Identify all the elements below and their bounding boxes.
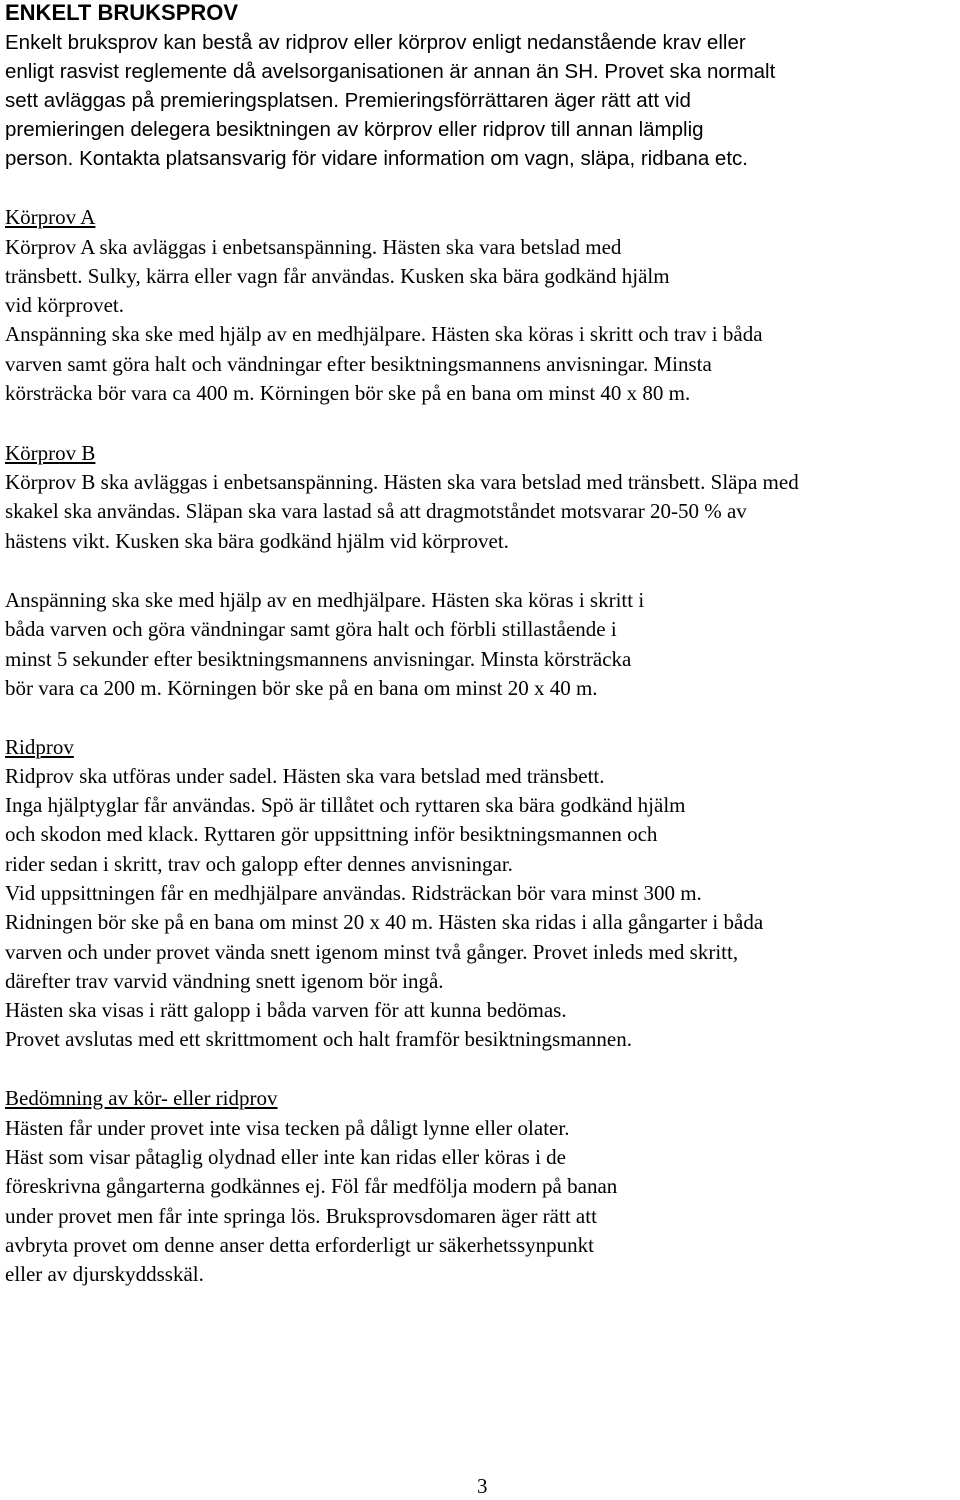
ridprov-line: varven och under provet vända snett igenom minst två gånger. Provet inleds med skritt,: [5, 940, 739, 964]
intro-line: premieringen delegera besiktningen av körprov eller ridprov till annan lämplig: [5, 118, 704, 141]
ridprov-line: Provet avslutas med ett skrittmoment och halt framför besiktningsmannen.: [5, 1027, 632, 1051]
section-heading-korprov-b: Körprov B: [5, 441, 96, 465]
bedomning-line: avbryta provet om denne anser detta erforderligt ur säkerhetssynpunkt: [5, 1233, 594, 1257]
ridprov-line: och skodon med klack. Ryttaren gör uppsittning inför besiktningsmannen och: [5, 822, 658, 846]
document-title: ENKELT BRUKSPROV: [5, 0, 239, 25]
intro-line: person. Kontakta platsansvarig för vidare information om vagn, släpa, ridbana etc.: [5, 147, 748, 170]
page-number: 3: [477, 1474, 488, 1498]
korprov-a-line: tränsbett. Sulky, kärra eller vagn får användas. Kusken ska bära godkänd hjälm: [5, 264, 670, 288]
ridprov-line: Vid uppsittningen får en medhjälpare användas. Ridsträckan bör vara minst 300 m.: [5, 881, 702, 905]
korprov-a-line: varven samt göra halt och vändningar efter besiktningsmannens anvisningar. Minsta: [5, 352, 712, 376]
ridprov-line: Ridningen bör ske på en bana om minst 20 x 40 m. Hästen ska ridas i alla gångarter i båda: [5, 910, 764, 934]
bedomning-line: Häst som visar påtaglig olydnad eller inte kan ridas eller köras i de: [5, 1145, 567, 1169]
bedomning-line: under provet men får inte springa lös. Bruksprovsdomaren äger rätt att: [5, 1204, 597, 1228]
korprov-b-line: Anspänning ska ske med hjälp av en medhjälpare. Hästen ska köras i skritt i: [5, 588, 645, 612]
intro-line: sett avläggas på premieringsplatsen. Premieringsförrättaren äger rätt att vid: [5, 89, 691, 112]
intro-line: Enkelt bruksprov kan bestå av ridprov eller körprov enligt nedanstående krav eller: [5, 31, 746, 54]
korprov-a-line: Anspänning ska ske med hjälp av en medhjälpare. Hästen ska köras i skritt och trav i båda: [5, 322, 763, 346]
bedomning-line: föreskrivna gångarterna godkännes ej. Föl får medfölja modern på banan: [5, 1174, 618, 1198]
ridprov-line: Ridprov ska utföras under sadel. Hästen ska vara betslad med tränsbett.: [5, 764, 605, 788]
section-heading-bedomning: Bedömning av kör- eller ridprov: [5, 1086, 278, 1110]
korprov-a-line: körsträcka bör vara ca 400 m. Körningen bör ske på en bana om minst 40 x 80 m.: [5, 381, 691, 405]
korprov-b-line: minst 5 sekunder efter besiktningsmannens anvisningar. Minsta körsträcka: [5, 647, 632, 671]
ridprov-line: Hästen ska visas i rätt galopp i båda varven för att kunna bedömas.: [5, 998, 567, 1022]
korprov-b-line: hästens vikt. Kusken ska bära godkänd hjälm vid körprovet.: [5, 529, 509, 553]
korprov-b-line: skakel ska användas. Släpan ska vara lastad så att dragmotståndet motsvarar 20-50 % av: [5, 499, 747, 523]
ridprov-line: därefter trav varvid vändning snett igenom bör ingå.: [5, 969, 444, 993]
section-heading-korprov-a: Körprov A: [5, 205, 96, 229]
korprov-a-line: vid körprovet.: [5, 293, 124, 317]
korprov-b-line: Körprov B ska avläggas i enbetsanspänning. Hästen ska vara betslad med tränsbett. Släpa med: [5, 470, 799, 494]
korprov-b-line: båda varven och göra vändningar samt göra halt och förbli stillastående i: [5, 617, 617, 641]
section-heading-ridprov: Ridprov: [5, 735, 74, 759]
korprov-b-line: bör vara ca 200 m. Körningen bör ske på en bana om minst 20 x 40 m.: [5, 676, 598, 700]
korprov-a-line: Körprov A ska avläggas i enbetsanspänning. Hästen ska vara betslad med: [5, 235, 622, 259]
ridprov-line: Inga hjälptyglar får användas. Spö är tillåtet och ryttaren ska bära godkänd hjälm: [5, 793, 686, 817]
intro-line: enligt rasvist reglemente då avelsorganisationen är annan än SH. Provet ska normalt: [5, 60, 776, 83]
bedomning-line: Hästen får under provet inte visa tecken på dåligt lynne eller olater.: [5, 1116, 570, 1140]
ridprov-line: rider sedan i skritt, trav och galopp efter dennes anvisningar.: [5, 852, 513, 876]
bedomning-line: eller av djurskyddsskäl.: [5, 1262, 204, 1286]
